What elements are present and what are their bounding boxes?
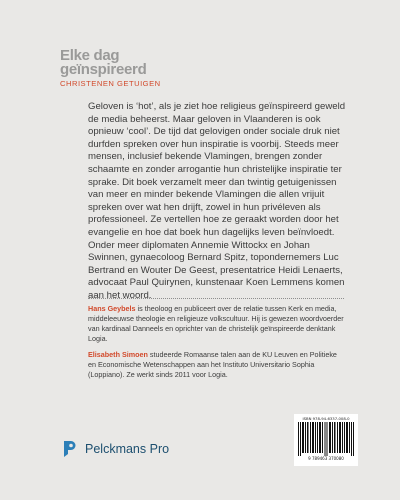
barcode-number: 9 789463 370080: [308, 456, 344, 461]
book-title-line-1: Elke dag: [60, 47, 120, 64]
divider: [88, 298, 344, 299]
pelckmans-logo-icon: [61, 439, 79, 459]
author-bio-2: [88, 350, 344, 380]
barcode-panel: [294, 414, 358, 466]
author-name: Hans Geybels: [88, 304, 136, 313]
publisher-name: Pelckmans Pro: [85, 442, 170, 456]
blurb: [88, 101, 346, 303]
author-name: Elisabeth Simoen: [88, 350, 148, 359]
book-title: [60, 49, 146, 77]
blurb-paragraph-1: Geloven is ‘hot’, als je ziet hoe religieus geïnspireerd geweld de media beheerst. Maar geloven in Vlaanderen is ook opnieuw ‘cool’. De tijd dat gelovigen onder sociale druk niet durfden spreken over hun inspiratie is voorbij. Steeds meer mensen, inclusief bekende Vlamingen, brengen zonder schaamte en zonder arrogantie hun christelijke inspiratie ter sprake. Dit boek verzamelt meer dan twintig getuigenissen van meer en minder bekende Vlamingen die allen vrijuit spreken over wat hen drijft, zowel in hun privéleven als professioneel. Ze vertellen hoe ze geraakt worden door het evangelie en hoe dat boek hun dagelijks leven beïnvloedt.: [88, 101, 346, 238]
isbn-label: ISBN 978-94-6337-008-0: [302, 416, 350, 421]
author-bio-text: is theoloog en publiceert over de relatie tussen Kerk en media, middeleeuwse theologie en religieuze volkscultuur. Hij is gewezen woordvoerder van kardinaal Danneels en oprichter van de christelijk geïnspireerde denktank Logia.: [88, 304, 344, 344]
book-title-line-2: geïnspireerd: [60, 61, 147, 78]
barcode: [298, 422, 354, 456]
blurb-paragraph-2: Onder meer diplomaten Annemie Wittockx en Johan Swinnen, gynaecoloog Bernard Spitz, topondernemers Luc Bertrand en Wouter De Geest, presentatrice Heidi Lenaerts, advocaat Paul Quirynen, kunstenaar Koen Lemmens komen aan het woord.: [88, 239, 345, 301]
author-bio-text: studeerde Romaanse talen aan de KU Leuven en Politieke en Economische Wetenschappen aan het Instituto Universitario Sophia (Loppiano). Ze werkt sinds 2011 voor Logia.: [88, 350, 337, 380]
book-subtitle: CHRISTENEN GETUIGEN: [60, 79, 161, 88]
author-bio-1: [88, 304, 344, 344]
publisher-logo: [61, 437, 211, 463]
